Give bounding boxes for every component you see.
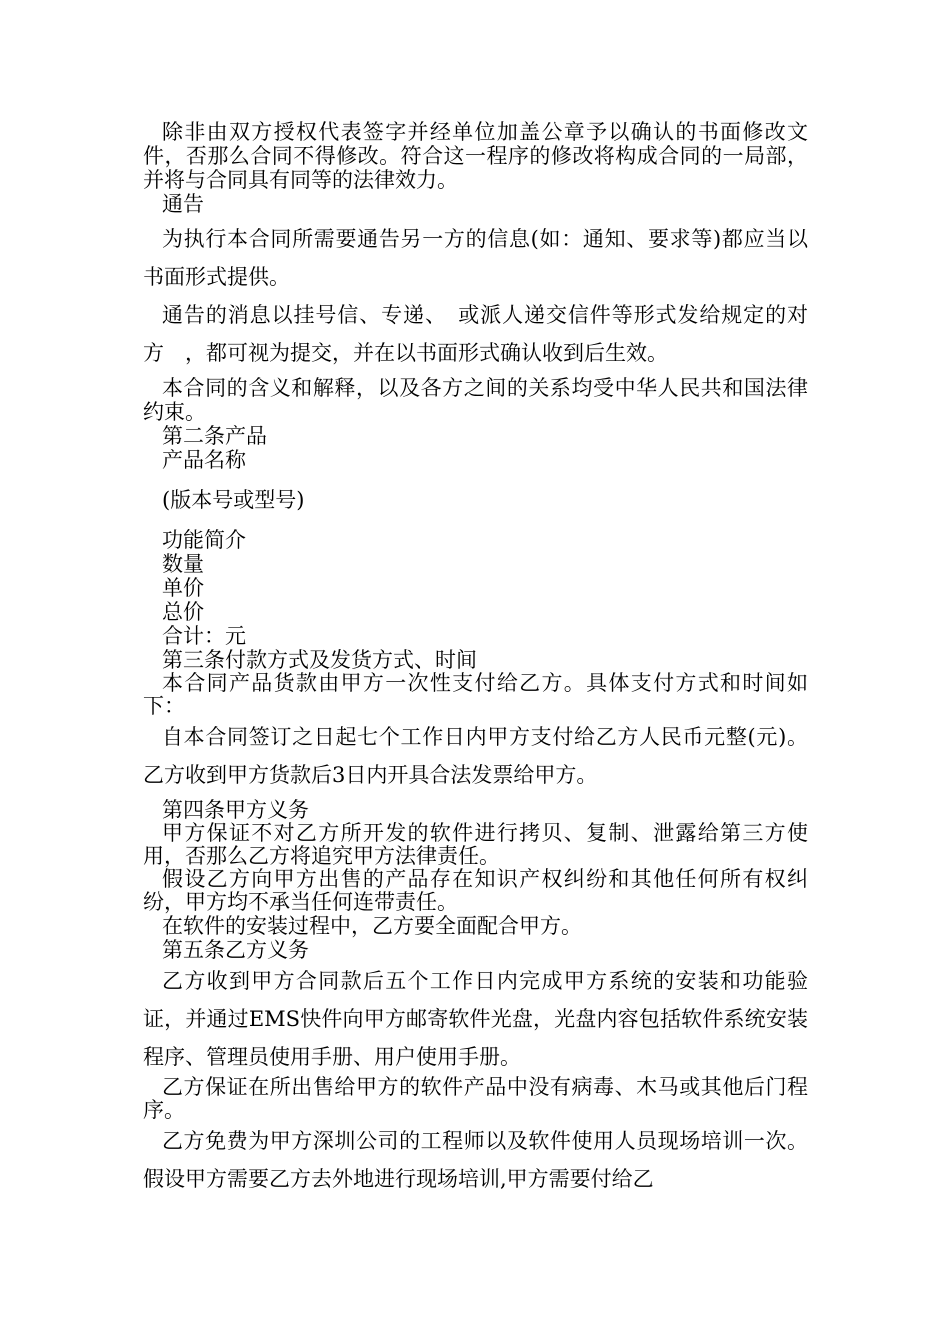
paragraph-governing-law: 本合同的含义和解释，以及各方之间的关系均受中华人民共和国法律约束。 <box>143 376 808 424</box>
paragraph-party-a-ip: 假设乙方向甲方出售的产品存在知识产权纠纷和其他任何所有权纠纷，甲方均不承当任何连带责任。 <box>143 867 808 914</box>
paragraph-party-b-training: 乙方免费为甲方深圳公司的工程师以及软件使用人员现场培训一次。假设甲方需要乙方去外地进行现场培训,甲方需要付给乙 <box>143 1129 808 1191</box>
paragraph-party-b-install: 乙方收到甲方合同款后五个工作日内完成甲方系统的安装和功能验证，并通过EMS快件向甲方邮寄软件光盘，光盘内容包括软件系统安装程序、管理员使用手册、用户使用手册。 <box>143 969 808 1069</box>
heading-article-four: 第四条甲方义务 <box>162 798 309 822</box>
label-function: 功能简介 <box>162 528 246 552</box>
paragraph-amendment: 除非由双方授权代表签字并经单位加盖公章予以确认的书面修改文件，否那么合同不得修改。符合这一程序的修改将构成合同的一局部，并将与合同具有同等的法律效力。 <box>143 120 808 192</box>
heading-article-two: 第二条产品 <box>162 424 267 448</box>
paragraph-party-b-virus: 乙方保证在所出售给甲方的软件产品中没有病毒、木马或其他后门程序。 <box>143 1075 808 1122</box>
label-quantity: 数量 <box>162 552 204 576</box>
heading-article-five: 第五条乙方义务 <box>162 938 309 962</box>
paragraph-payment: 本合同产品货款由甲方一次性支付给乙方。具体支付方式和时间如下： <box>143 671 808 718</box>
paragraph-payment-detail: 自本合同签订之日起七个工作日内甲方支付给乙方人民币元整(元)。乙方收到甲方货款后3日内开具合法发票给甲方。 <box>143 725 808 787</box>
paragraph-notice-form: 为执行本合同所需要通告另一方的信息(如：通知、要求等)都应当以书面形式提供。 <box>143 227 808 289</box>
heading-article-three: 第三条付款方式及发货方式、时间 <box>162 648 477 672</box>
label-sum: 合计：元 <box>162 624 246 648</box>
label-unit-price: 单价 <box>162 576 204 600</box>
paragraph-notice-delivery: 通告的消息以挂号信、专递、 或派人递交信件等形式发给规定的对方 ，都可视为提交，并在以书面形式确认收到后生效。 <box>143 303 808 365</box>
heading-notice: 通告 <box>162 192 204 216</box>
paragraph-party-a-install: 在软件的安装过程中，乙方要全面配合甲方。 <box>162 914 582 938</box>
document-body <box>143 120 808 1198</box>
label-product-name: 产品名称 <box>162 448 246 472</box>
label-total-price: 总价 <box>162 600 204 624</box>
paragraph-party-a-copy: 甲方保证不对乙方所开发的软件进行拷贝、复制、泄露给第三方使用，否那么乙方将追究甲方法律责任。 <box>143 821 808 868</box>
label-version: (版本号或型号) <box>162 488 305 512</box>
